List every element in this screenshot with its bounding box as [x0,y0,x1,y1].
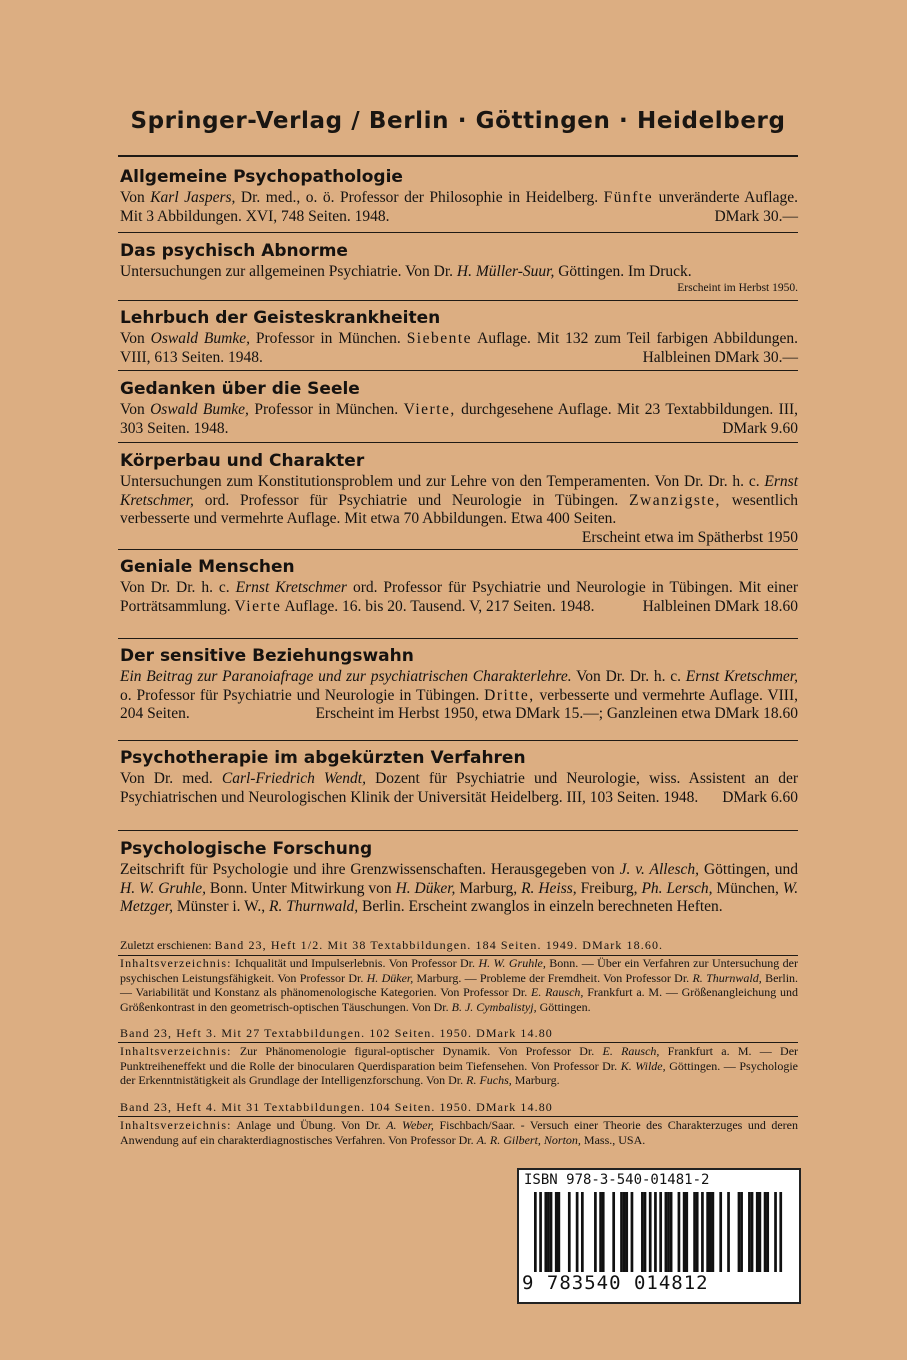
book-description: Von Dr. med. Carl-Friedrich Wendt, Dozent für Psychiatrie und Neurologie, wiss. Assistent an der Psychiatrischen und Neurologischen Klinik der Universität Heidelberg. III, 103 Seiten. 1948. DMark 6.60 [120,770,799,806]
author-name: Oswald Bumke, [150,330,250,347]
book-title: Lehrbuch der Geisteskrankheiten [120,308,441,328]
publisher-header: Springer-Verlag / Berlin · Göttingen · Heidelberg [130,108,786,134]
barcode-bar [727,1192,730,1272]
separator-rule [118,638,798,639]
issue-line: Band 23, Heft 4. Mit 31 Textabbildungen. 104 Seiten. 1950. DMark 14.80 [120,1100,553,1114]
barcode-bar [774,1192,777,1272]
book-title: Psychotherapie im abgekürzten Verfahren [120,748,526,768]
book-title: Allgemeine Psychopathologie [120,167,403,187]
separator-rule [118,549,798,550]
separator-rule [118,442,798,443]
barcode-bar [581,1192,584,1272]
barcode-bar [740,1192,743,1272]
barcode-bar [602,1192,605,1272]
price: DMark 6.60 [722,788,798,806]
author-name: Ernst Kretschmer, [685,668,798,685]
barcode-bar [557,1192,560,1272]
book-entry [120,378,798,438]
publication-note: Erscheint im Herbst 1950. [677,281,798,294]
book-entry [120,645,798,724]
author-name: Karl Jaspers, [150,189,236,206]
price: DMark 9.60 [722,419,798,437]
barcode-bar [623,1192,626,1272]
book-description: Von Dr. Dr. h. c. Ernst Kretschmer ord. Professor für Psychiatrie und Neurologie in Tübingen. Mit einer Porträtsammlung. Vierte Auflage. 16. bis 20. Tausend. V, 217 Seiten. 1948. Halbleinen DMark 18.60 [120,579,799,615]
book-subtitle: Ein Beitrag zur Paranoiafrage und zur psychiatrischen Charakterlehre. [120,668,572,685]
barcode-bar [539,1192,542,1272]
author-name: H. Müller-Suur, [456,263,555,280]
barcode-bar [612,1192,615,1272]
issue-line: Band 23, Heft 3. Mit 27 Textabbildungen. 102 Seiten. 1950. DMark 14.80 [120,1026,553,1040]
barcode-bar [706,1192,709,1272]
barcode-bar [576,1192,579,1272]
price: Halbleinen DMark 30.— [642,348,798,366]
price: Erscheint im Herbst 1950, etwa DMark 15.—; Ganzleinen etwa DMark 18.60 [315,705,798,722]
barcode-bar [748,1192,751,1272]
barcode-bar [709,1192,712,1272]
separator-rule [118,300,798,301]
book-description: Ein Beitrag zur Paranoiafrage und zur psychiatrischen Charakterlehre. Von Dr. Dr. h. c. Ernst Kretschmer, o. Professor für Psychiatrie und Neurologie in Tübingen. Dritte, verbesserte und vermehrte Auflage. VIII, 204 Seiten. Erscheint im Herbst 1950, etwa DMark 15.—; Ganzleinen etwa DMark 18.60 [120,668,799,722]
barcode-bar [547,1192,550,1272]
author-name: Ernst Kretschmer, [120,473,798,509]
author-name: Ernst Kretschmer [235,579,347,596]
barcode-bar [759,1192,762,1272]
isbn-number: ISBN 978-3-540-01481-2 [524,1172,710,1188]
book-title: Geniale Menschen [120,557,295,577]
book-entry [120,307,798,367]
barcode-bar [751,1192,754,1272]
barcode-bar [738,1192,741,1272]
issue-list [120,938,798,953]
issue-contents: Inhaltsverzeichnis: Ichqualität und Impulserlebnis. Von Professor Dr. H. W. Gruhle, Bonn. — Über ein Verfahren zur Untersuchung der psychischen Leistungsfähigkeit. Von Professor Dr. H. Düker, Marburg. — Probleme der Fremdheit. Von Professor Dr. R. Thurnwald, Berlin. — Variabilität und Konstanz als phänomenologische Kategorien. Von Professor Dr. E. Rausch, Frankfurt a. M. — Größenangleichung und Größenkontrast in den geometrisch-optischen Täuschungen. Von Dr. B. J. Cymbalistyj, Göttingen. [120,956,799,1014]
barcode-bar [719,1192,722,1272]
barcode-bar [599,1192,602,1272]
book-description: Von Oswald Bumke, Professor in München. Siebente Auflage. Mit 132 zum Teil farbigen Abbildungen. VIII, 613 Seiten. 1948. Halbleinen DMark 30.— [120,330,798,366]
header-rule [118,155,798,157]
barcode-bar [550,1192,553,1272]
book-title: Körperbau und Charakter [120,451,365,471]
barcode-bar [659,1192,662,1272]
book-entry [120,166,798,226]
barcode-bar [544,1192,547,1272]
separator-rule [118,370,798,371]
separator-rule [118,830,798,831]
barcode-bar [693,1192,696,1272]
book-entry [120,240,798,295]
barcode-bar [555,1192,558,1272]
barcode-bar [631,1192,634,1272]
book-description: Untersuchungen zur allgemeinen Psychiatrie. Von Dr. H. Müller-Suur, Göttingen. Im Druck. Erscheint im Herbst 1950. [120,263,798,294]
author-name: Carl-Friedrich Wendt, [221,770,366,787]
barcode-bar [649,1192,652,1272]
book-entry [120,747,798,807]
author-name: Oswald Bumke, [150,401,249,418]
price: Erscheint etwa im Spätherbst 1950 [581,528,798,546]
barcode-bar [654,1192,657,1272]
journal-description: Zeitschrift für Psychologie und ihre Grenzwissenschaften. Herausgegeben von J. v. Allesch, Göttingen, und H. W. Gruhle, Bonn. Unter Mitwirkung von H. Düker, Marburg, R. Heiss, Freiburg, Ph. Lersch, München, W. Metzger, Münster i. W., R. Thurnwald, Berlin. Erscheint zwanglos in einzeln berechneten Heften. [120,861,799,915]
barcode-bar [568,1192,571,1272]
book-title: Gedanken über die Seele [120,379,360,399]
barcode-bar [779,1192,782,1272]
barcode-bar [667,1192,670,1272]
separator-rule [118,1116,798,1117]
separator-rule [118,740,798,741]
separator-rule [118,232,798,233]
barcode-bar [683,1192,686,1272]
book-description: Untersuchungen zum Konstitutionsproblem und zur Lehre von den Temperamenten. Von Dr. Dr. h. c. Ernst Kretschmer, ord. Professor für Psychiatrie und Neurologie in Tübingen. Zwanzigste, wesentlich verbesserte und vermehrte Auflage. Mit etwa 70 Abbildungen. Etwa 400 Seiten. Erscheint etwa im Spätherbst 1950 [120,473,799,546]
price: Halbleinen DMark 18.60 [642,597,798,615]
book-entry [120,450,798,547]
barcode-bar [670,1192,673,1272]
barcode-bar [620,1192,623,1272]
issue-line: Zuletzt erschienen: Band 23, Heft 1/2. Mit 38 Textabbildungen. 184 Seiten. 1949. DMark 18.60. [120,938,664,952]
book-title: Der sensitive Beziehungswahn [120,646,414,666]
barcode-bar [701,1192,704,1272]
barcode-bar [764,1192,767,1272]
barcode-bar [756,1192,759,1272]
barcode-bar [685,1192,688,1272]
book-description: Von Karl Jaspers, Dr. med., o. ö. Professor der Philosophie in Heidelberg. Fünfte unveränderte Auflage. Mit 3 Abbildungen. XVI, 748 Seiten. 1948. DMark 30.— [120,189,798,225]
barcode-bar [644,1192,647,1272]
barcode-bar [766,1192,769,1272]
issue-contents: Inhaltsverzeichnis: Anlage und Übung. Von Dr. A. Weber, Fischbach/Saar. - Versuch einer Theorie des Charakterzuges und deren Anwendung auf ein charakterdiagnostisches Verfahren. Von Professor Dr. A. R. Gilbert, Norton, Mass., USA. [120,1118,798,1147]
issue-contents: Inhaltsverzeichnis: Zur Phänomenologie figural-optischer Dynamik. Von Professor Dr. E. Rausch, Frankfurt a. M. — Der Punktreiheneffekt und die Rolle der binocularen Querdisparation beim Tiefensehen. Von Professor Dr. K. Wilde, Göttingen. — Psychologie der Erkenntnistätigkeit als Grundlage der Intelligenzforschung. Von Dr. R. Fuchs, Marburg. [120,1044,799,1087]
book-description: Von Oswald Bumke, Professor in München. Vierte, durchgesehene Auflage. Mit 23 Textabbildungen. III, 303 Seiten. 1948. DMark 9.60 [120,401,799,437]
barcode-bar [625,1192,628,1272]
barcode-bar [641,1192,644,1272]
barcode-bar [696,1192,699,1272]
barcode-bar [678,1192,681,1272]
separator-rule [118,1042,798,1043]
barcode-bar [594,1192,597,1272]
barcode-bar [665,1192,668,1272]
ean-number: 9 783540 014812 [522,1272,709,1294]
barcode-bar [712,1192,715,1272]
journal-title: Psychologische Forschung [120,839,373,859]
book-entry [120,556,798,616]
journal-entry [120,838,798,917]
book-title: Das psychisch Abnorme [120,241,348,261]
barcode-icon [522,1192,794,1272]
barcode-bar [534,1192,537,1272]
price: DMark 30.— [714,207,798,225]
